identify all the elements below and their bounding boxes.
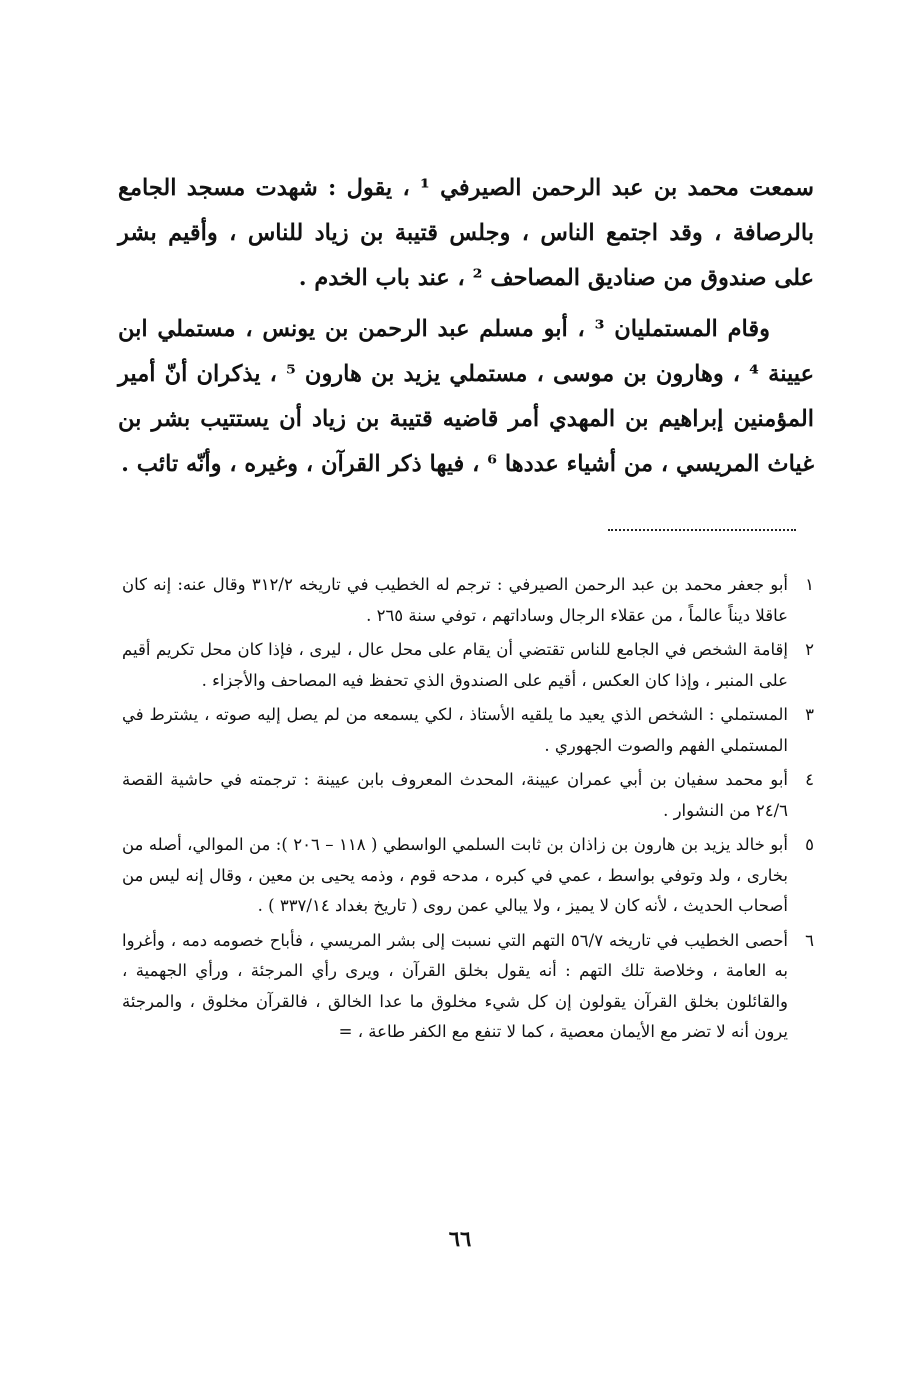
body-paragraph: سمعت محمد بن عبد الرحمن الصيرفي ¹ ، يقول : شهدت مسجد الجامع بالرصافة ، وقد اجتمع الناس ، وجلس قتيبة بن زياد للناس ، وأقيم بشر على صندوق من صناديق المصاحف ² ، عند باب الخدم . [118, 175, 814, 291]
body-paragraph: وقام المستمليان ³ ، أبو مسلم عبد الرحمن بن يونس ، مستملي ابن عيينة ⁴ ، وهارون بن موسى ، مستملي يزيد بن هارون ⁵ ، يذكران أنّ أمير المؤمنين إبراهيم بن المهدي أمر قاضيه قتيبة بن زياد أن يستتيب بشر بن غياث المريسي ، من أشياء عددها ⁶ ، فيها ذكر القرآن ، وغيره ، وأنّه تائب . [118, 316, 814, 477]
footnote-number: ١ [805, 575, 814, 594]
footnote-divider [608, 529, 796, 531]
footnote-number: ٥ [805, 835, 814, 854]
footnote-text: أبو محمد سفيان بن أبي عمران عيينة، المحدث المعروف بابن عيينة : ترجمته في حاشية القصة ٢٤/٦ من النشوار . [122, 770, 788, 820]
footnote-text: أحصى الخطيب في تاريخه ٥٦/٧ التهم التي نسبت إلى بشر المريسي ، فأباح خصومه دمه ، وأغروا به العامة ، وخلاصة تلك التهم : أنه يقول بخلق القرآن ، ويرى رأي المرجئة ، ورأي الجهمية ، والقائلون بخلق القرآن يقولون إن كل شيء مخلوق ما عدا الخالق ، فالقرآن مخلوق ، والمرجئة يرون أنه لا تضر مع الأيمان معصية ، كما لا تنفع مع الكفر طاعة ، = [122, 930, 788, 1041]
footnote-number: ٢ [805, 640, 814, 659]
footnote-text: أبو خالد يزيد بن هارون بن زاذان بن ثابت السلمي الواسطي ( ١١٨ – ٢٠٦ ): من الموالي، أصله من بخارى ، ولد وتوفي بواسط ، عمي في كبره ، مدحه قوم ، وذمه يحيى بن معين ، وقال إنه ليس من أصحاب الحديث ، لأنه كان لا يميز ، ولا يبالي عمن روى ( تاريخ بغداد ٣٣٧/١٤ ) . [122, 835, 788, 915]
footnotes-section [122, 570, 814, 1052]
footnote-number: ٤ [805, 770, 814, 789]
footnote-number: ٦ [805, 930, 814, 950]
footnote [122, 635, 814, 696]
footnote [122, 926, 814, 1048]
footnote [122, 700, 814, 761]
footnote [122, 765, 814, 826]
footnote [122, 570, 814, 631]
main-body-text [118, 166, 814, 487]
footnote [122, 830, 814, 922]
footnote-text: أبو جعفر محمد بن عبد الرحمن الصيرفي : ترجم له الخطيب في تاريخه ٣١٢/٢ وقال عنه: إنه كان عاقلا ديناً عالماً ، من عقلاء الرجال وساداتهم ، توفي سنة ٢٦٥ . [122, 575, 788, 625]
footnote-text: المستملي : الشخص الذي يعيد ما يلقيه الأستاذ ، لكي يسمعه من لم يصل إليه صوته ، يشترط في المستملي الفهم والصوت الجهوري . [122, 705, 788, 755]
footnote-text: إقامة الشخص في الجامع للناس تقتضي أن يقام على محل عال ، ليرى ، فإذا كان محل تكريم أقيم على المنبر ، وإذا كان العكس ، أقيم على الصندوق الذي تحفظ فيه المصاحف والأجزاء . [122, 640, 788, 690]
page-number: ٦٦ [448, 1226, 472, 1251]
footnote-number: ٣ [805, 705, 814, 724]
